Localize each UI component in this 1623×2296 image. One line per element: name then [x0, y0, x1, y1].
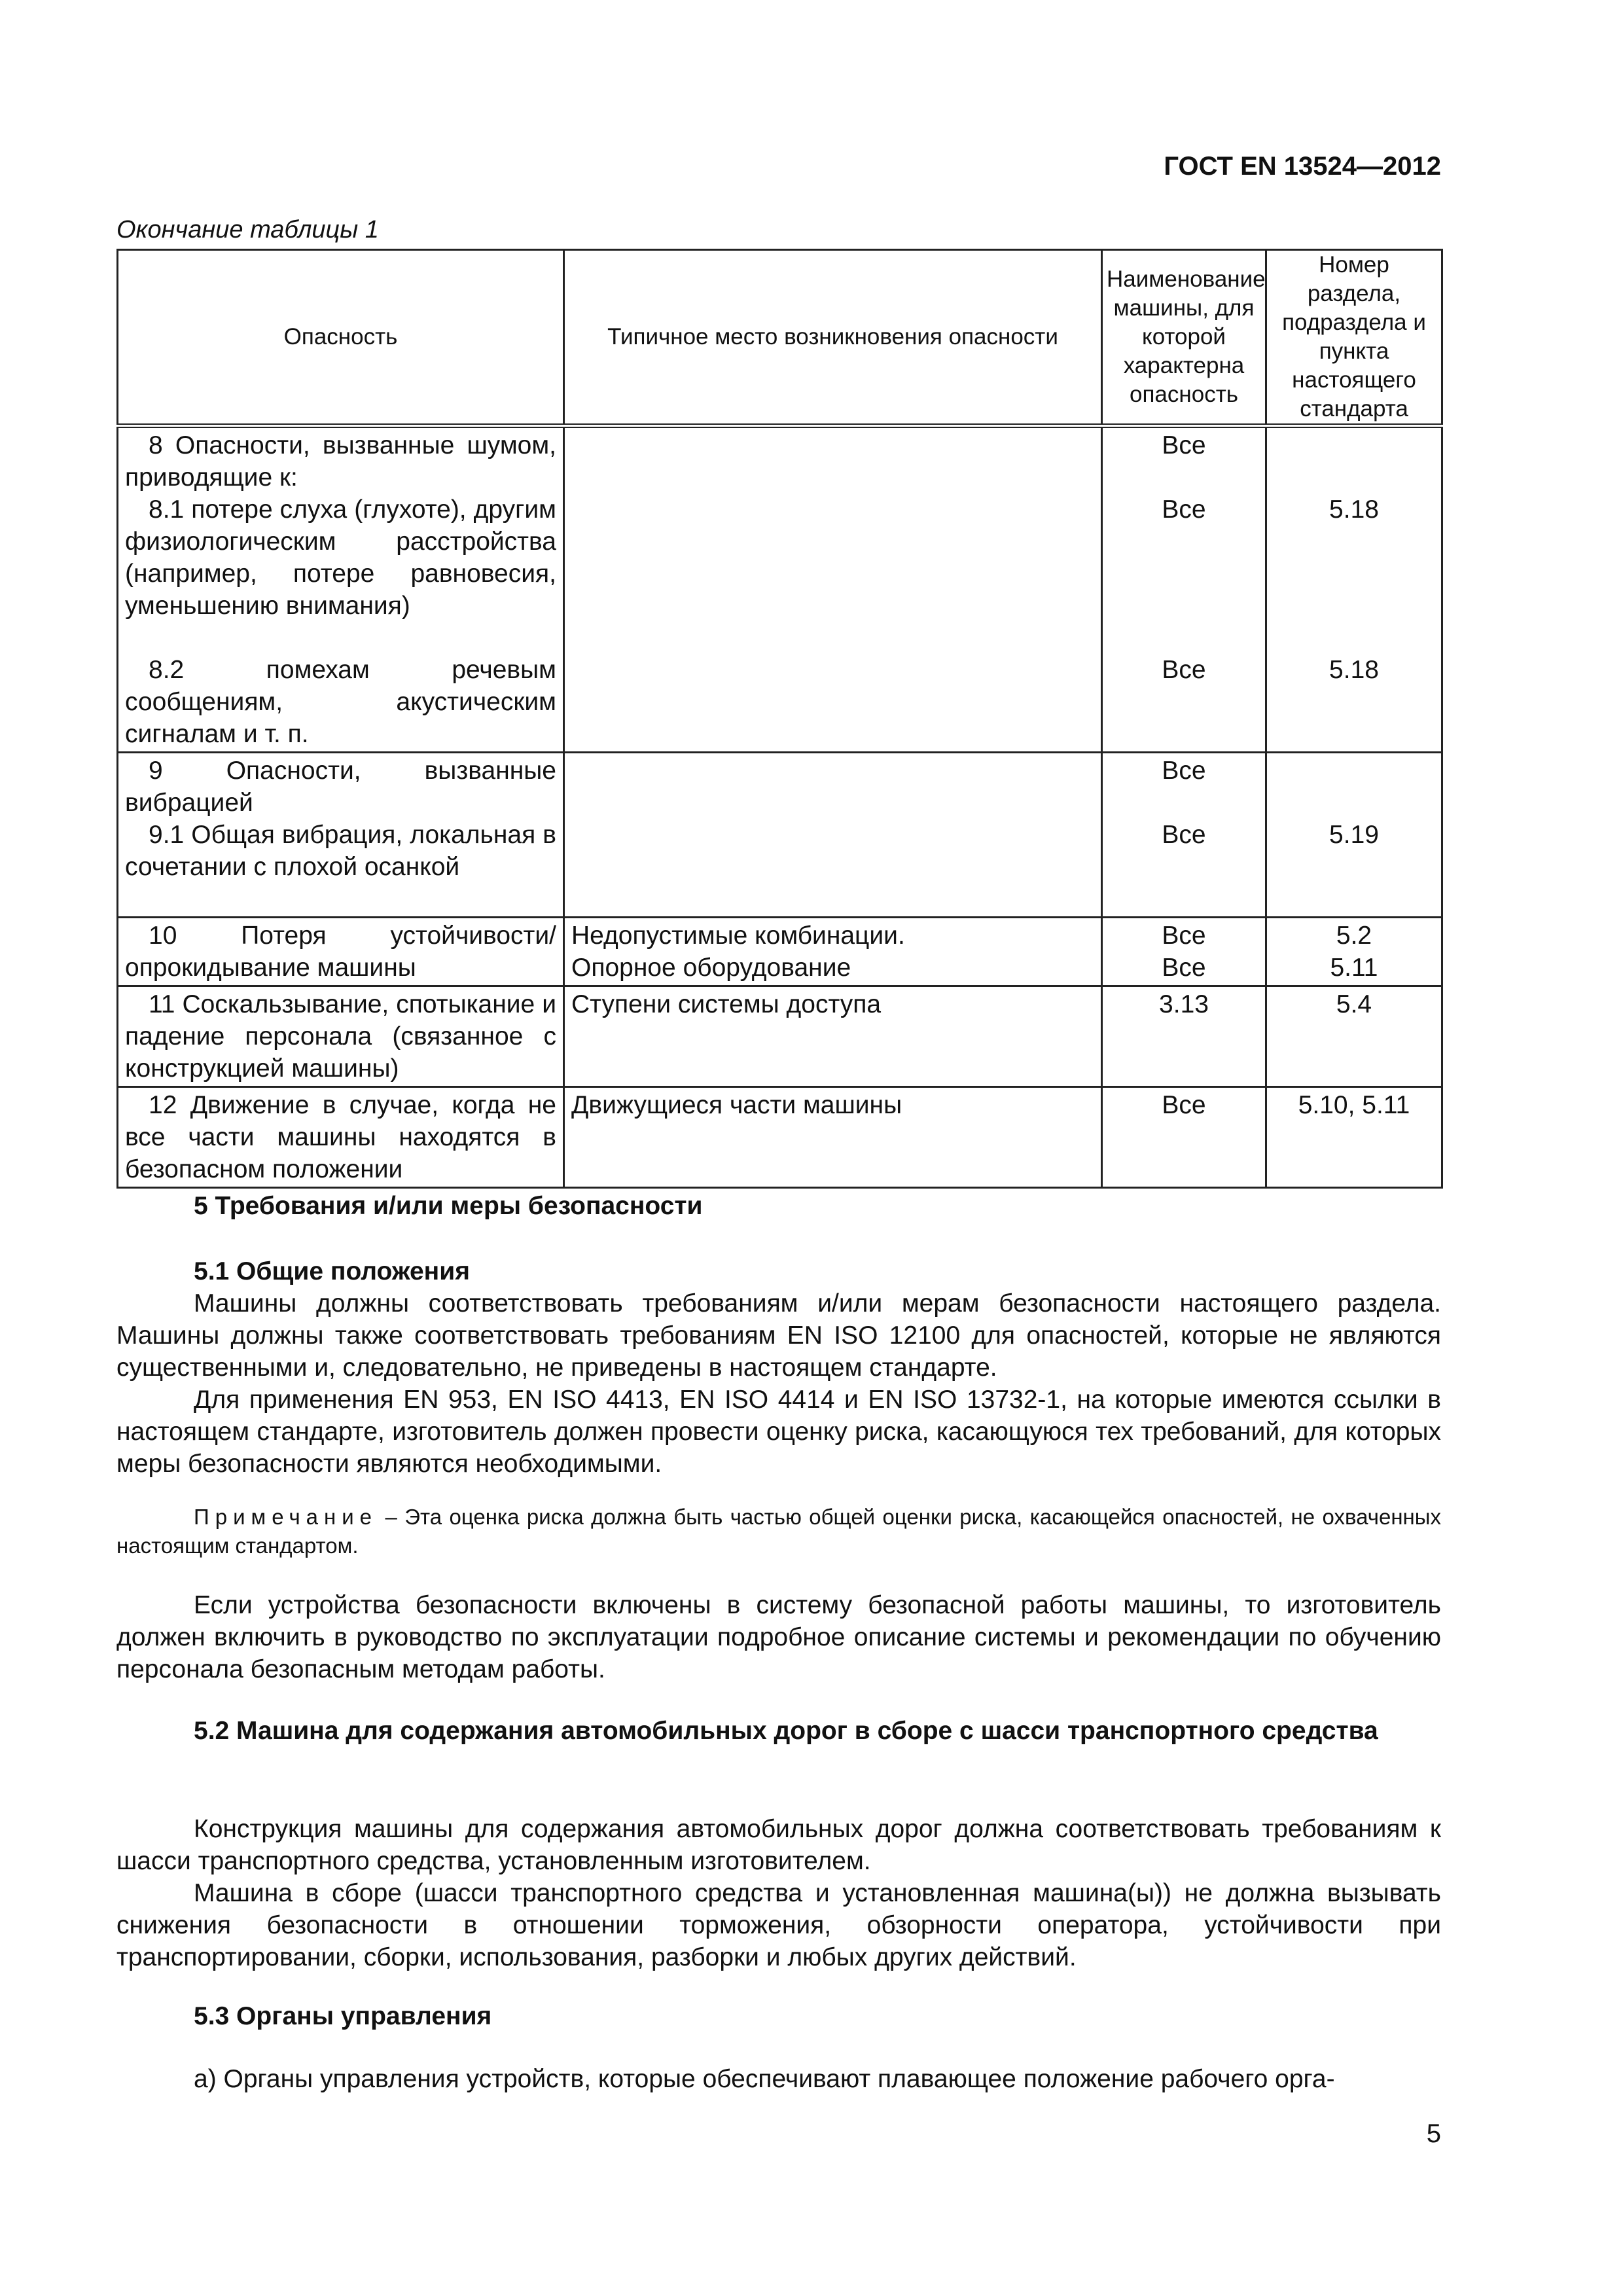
section-title: 5 Требования и/или меры безопасности [194, 1192, 703, 1220]
table-row [118, 986, 1442, 1087]
subsection-title: 5.2 Машина для содержания автомобильных дорог в сборе с шасси транспортного средства [194, 1717, 1378, 1745]
place-cell [564, 986, 1102, 1087]
column-header-section: Номер раздела, подраздела и пункта настоящего стандарта [1266, 250, 1442, 426]
machine-value: Все [1162, 1091, 1206, 1119]
paragraph: Конструкция машины для содержания автомобильных дорог должна соответствовать требованиям к шасси транспортного средства, установленным изготовителем. [116, 1815, 1441, 1875]
column-header-hazard: Опасность [118, 250, 564, 426]
document-header: ГОСТ EN 13524—2012 [1164, 152, 1441, 181]
note-text: – Эта оценка риска должна быть частью общей оценки риска, касающейся опасностей, не охваченных настоящим стандартом. [116, 1505, 1441, 1558]
section-value: 5.4 [1336, 990, 1372, 1018]
machine-value: 3.13 [1159, 990, 1209, 1018]
column-header-place: Типичное место возникновения опасности [564, 250, 1102, 426]
paragraph: а) Органы управления устройств, которые обеспечивают плавающее положение рабочего орга- [194, 2065, 1335, 2093]
hazard-cell [118, 986, 564, 1087]
section-value [1274, 755, 1435, 819]
paragraph: Если устройства безопасности включены в систему безопасной работы машины, то изготовитель должен включить в руководство по эксплуатации подробное описание системы и рекомендации по обучению персонала безопасным методам работы. [116, 1591, 1441, 1683]
hazard-text: 10 Потеря устойчивости/опрокидывание машины [125, 922, 556, 982]
machine-cell [1102, 753, 1266, 918]
page-number: 5 [1426, 2119, 1441, 2148]
section-cell [1266, 918, 1442, 986]
place-cell [564, 426, 1102, 753]
hazard-cell [118, 426, 564, 753]
hazard-text: 11 Соскальзывание, спотыкание и падение персонала (связанное с конструкцией машины) [125, 990, 556, 1083]
place-cell [564, 1087, 1102, 1188]
table-caption: Окончание таблицы 1 [116, 216, 379, 243]
machine-cell [1102, 986, 1266, 1087]
section-cell [1266, 1087, 1442, 1188]
section-value: 5.18 [1329, 495, 1379, 524]
column-header-machine: Наименование машины, для которой характерна опасность [1102, 250, 1266, 426]
table-row [118, 753, 1442, 918]
hazard-text: 8.2 помехам речевым сообщениям, акустическим сигналам и т. п. [125, 656, 556, 748]
table-row [118, 426, 1442, 753]
place-text: Опорное оборудование [571, 954, 851, 982]
section-value: 5.10, 5.11 [1298, 1091, 1410, 1119]
section-cell [1266, 426, 1442, 753]
machine-value: Все [1162, 431, 1206, 459]
hazard-text: 8 Опасности, вызванные шумом, приводящие к: [125, 431, 556, 492]
hazard-table [116, 249, 1443, 1189]
place-text: Ступени системы доступа [571, 990, 882, 1018]
machine-cell [1102, 918, 1266, 986]
hazard-cell [118, 1087, 564, 1188]
section-value: 5.19 [1329, 821, 1379, 849]
paragraph: Машины должны соответствовать требованиям и/или мерам безопасности настоящего раздела. Машины должны также соответствовать требованиям EN ISO 12100 для опасностей, которые не являются существенными и, следовательно, не приведены в настоящем стандарте. [116, 1289, 1441, 1382]
hazard-cell [118, 753, 564, 918]
section-value: 5.18 [1329, 656, 1379, 684]
paragraph: Для применения EN 953, EN ISO 4413, EN ISO 4414 и EN ISO 13732-1, на которые имеются ссылки в настоящем стандарте, изготовитель должен провести оценку риска, касающуюся тех требований, для которых меры безопасности являются необходимыми. [116, 1386, 1441, 1478]
hazard-text: 9 Опасности, вызванные вибрацией [125, 757, 556, 817]
hazard-text: 9.1 Общая вибрация, локальная в сочетании с плохой осанкой [125, 821, 556, 881]
machine-value: Все [1162, 922, 1206, 950]
subsection-title: 5.1 Общие положения [194, 1257, 470, 1285]
section-cell [1266, 753, 1442, 918]
machine-value: Все [1162, 954, 1206, 982]
place-text: Движущиеся части машины [571, 1091, 902, 1119]
section-value: 5.11 [1330, 954, 1378, 982]
machine-value: Все [1162, 656, 1206, 684]
place-text: Недопустимые комбинации. [571, 922, 905, 950]
subsection-title: 5.3 Органы управления [194, 2002, 492, 2030]
table-header-row [118, 250, 1442, 426]
table-row [118, 918, 1442, 986]
machine-cell [1102, 1087, 1266, 1188]
section-cell [1266, 986, 1442, 1087]
machine-cell [1102, 426, 1266, 753]
note-label: Примечание [194, 1505, 378, 1529]
place-cell [564, 753, 1102, 918]
note [116, 1503, 1441, 1560]
machine-value: Все [1162, 495, 1206, 524]
table-row [118, 1087, 1442, 1188]
machine-value: Все [1162, 821, 1206, 849]
hazard-text: 12 Движение в случае, когда не все части машины находятся в безопасном положении [125, 1091, 556, 1183]
place-cell [564, 918, 1102, 986]
hazard-cell [118, 918, 564, 986]
section-value [1274, 429, 1435, 493]
section-value: 5.2 [1336, 922, 1372, 950]
paragraph: Машина в сборе (шасси транспортного средства и установленная машина(ы)) не должна вызывать снижения безопасности в отношении торможения, обзорности оператора, устойчивости при транспортировании, сборки, использования, разборки и любых других действий. [116, 1879, 1441, 1971]
machine-value: Все [1162, 757, 1206, 785]
hazard-text: 8.1 потере слуха (глухоте), другим физиологическим расстройства (например, потере равновесия, уменьшению внимания) [125, 495, 556, 620]
